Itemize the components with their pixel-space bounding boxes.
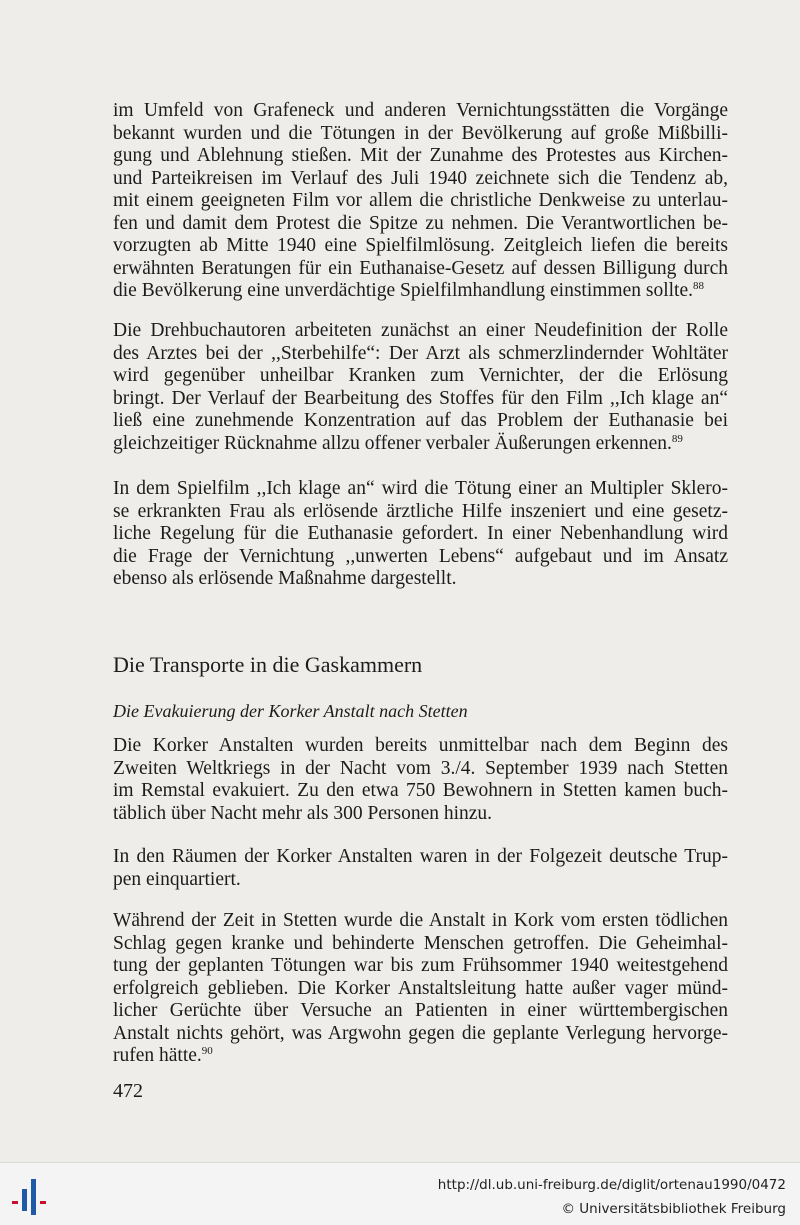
text-line: vorzugten ab Mitte 1940 eine Spielfilmlösung. Zeitgleich liefen die bereits — [113, 235, 728, 256]
footnote-marker[interactable]: 90 — [201, 1045, 213, 1057]
text-line: und Parteikreisen im Verlauf des Juli 1940 zeichnete sich die Tendenz ab, — [113, 167, 728, 189]
text-line: täblich über Nacht mehr als 300 Personen hinzu. — [113, 802, 493, 824]
text-line: Zweiten Weltkriegs in der Nacht vom 3./4. September 1939 nach Stetten — [113, 757, 728, 779]
text-line: gleichzeitiger Rücknahme allzu offener verbaler Äußerungen erkennen.$^{89}$ — [113, 432, 683, 454]
paragraph-4 — [113, 735, 728, 825]
text-line: pen einquartiert. — [113, 868, 241, 890]
footer-bar — [0, 1162, 800, 1225]
text-line: rufen hätte.$^{90}$ — [113, 1045, 213, 1066]
ub-freiburg-logo-icon[interactable] — [10, 1173, 52, 1217]
footnote-marker[interactable]: 89 — [671, 432, 683, 445]
paragraph-5 — [113, 846, 728, 891]
text-line: ebenso als erlösende Maßnahme dargestellt. — [113, 568, 457, 589]
text-line: licher Gerüchte über Versuche an Patienten in einer württembergischen — [113, 1000, 728, 1021]
section-heading: Die Transporte in die Gaskammern — [113, 652, 423, 677]
text-line: mit einem geeigneten Film vor allem die christliche Denkweise zu unterlau- — [113, 190, 728, 211]
text-line: In dem Spielfilm ,,Ich klage an“ wird die Tötung einer an Multipler Sklero- — [113, 478, 728, 499]
paragraph-6 — [113, 910, 728, 1068]
footnote-marker[interactable]: 88 — [693, 280, 704, 292]
text-line: im Umfeld von Grafeneck und anderen Vernichtungsstätten die Vorgänge — [113, 100, 728, 121]
text-line: gung und Ablehnung stießen. Mit der Zunahme des Protestes aus Kirchen- — [113, 145, 728, 166]
paragraph-1 — [113, 100, 728, 303]
text-line: die Bevölkerung eine unverdächtige Spielfilmhandlung einstimmen sollte.$^{88}$ — [113, 280, 704, 301]
text-line: Schlag gegen kranke und behinderte Menschen getroffen. Die Geheimhal- — [113, 932, 728, 954]
text-line: In den Räumen der Korker Anstalten waren in der Folgezeit deutsche Trup- — [113, 846, 728, 867]
text-line: die Frage der Vernichtung ,,unwerten Lebens“ aufgebaut und im Ansatz — [113, 545, 728, 567]
text-line: Die Korker Anstalten wurden bereits unmittelbar nach dem Beginn des — [113, 735, 728, 756]
page-number: 472 — [113, 1080, 143, 1102]
text-line: bekannt wurden und die Tötungen in der Bevölkerung auf große Mißbilli- — [113, 122, 728, 144]
text-line: Anstalt nichts gehört, was Argwohn gegen die geplante Verlegung hervorge- — [113, 1022, 728, 1044]
text-line: erfolgreich geblieben. Die Korker Anstaltsleitung hatte außer vager münd- — [113, 977, 728, 999]
text-line: Die Drehbuchautoren arbeiteten zunächst an einer Neudefinition der Rolle — [113, 320, 728, 341]
text-line: se erkrankten Frau als erlösende ärztliche Hilfe inszeniert und eine gesetz- — [113, 500, 728, 522]
text-line: wird gegenüber unheilbar Kranken zum Vernichter, der die Erlösung — [113, 365, 728, 386]
text-line: erwähnten Beratungen für ein Euthanaise-Gesetz auf dessen Billigung durch — [113, 257, 728, 279]
text-line: bringt. Der Verlauf der Bearbeitung des Stoffes für den Film ,,Ich klage an“ — [113, 387, 728, 409]
source-url-link[interactable]: http://dl.ub.uni-freiburg.de/diglit/ortenau1990/0472 — [437, 1177, 786, 1193]
paragraph-3 — [113, 478, 728, 591]
subsection-heading: Die Evakuierung der Korker Anstalt nach Stetten — [113, 701, 468, 721]
text-line: ließ eine zunehmende Konzentration auf das Problem der Euthanasie bei — [113, 410, 728, 431]
text-line: im Remstal evakuiert. Zu den etwa 750 Bewohnern in Stetten kamen buch- — [113, 780, 728, 801]
text-line: tung der geplanten Tötungen war bis zum Frühsommer 1940 weitestgehend — [113, 955, 728, 976]
text-line: des Arztes bei der ,,Sterbehilfe“: Der Arzt als schmerzlindernder Wohltäter — [113, 342, 728, 364]
text-line: fen und damit dem Protest die Spitze zu nehmen. Die Verantwortlichen be- — [113, 212, 728, 234]
text-line: liche Regelung für die Euthanasie gefordert. In einer Nebenhandlung wird — [113, 523, 728, 544]
copyright-notice: © Universitätsbibliothek Freiburg — [561, 1201, 786, 1217]
text-line: Während der Zeit in Stetten wurde die Anstalt in Kork vom ersten tödlichen — [113, 910, 728, 931]
paragraph-2 — [113, 320, 728, 455]
